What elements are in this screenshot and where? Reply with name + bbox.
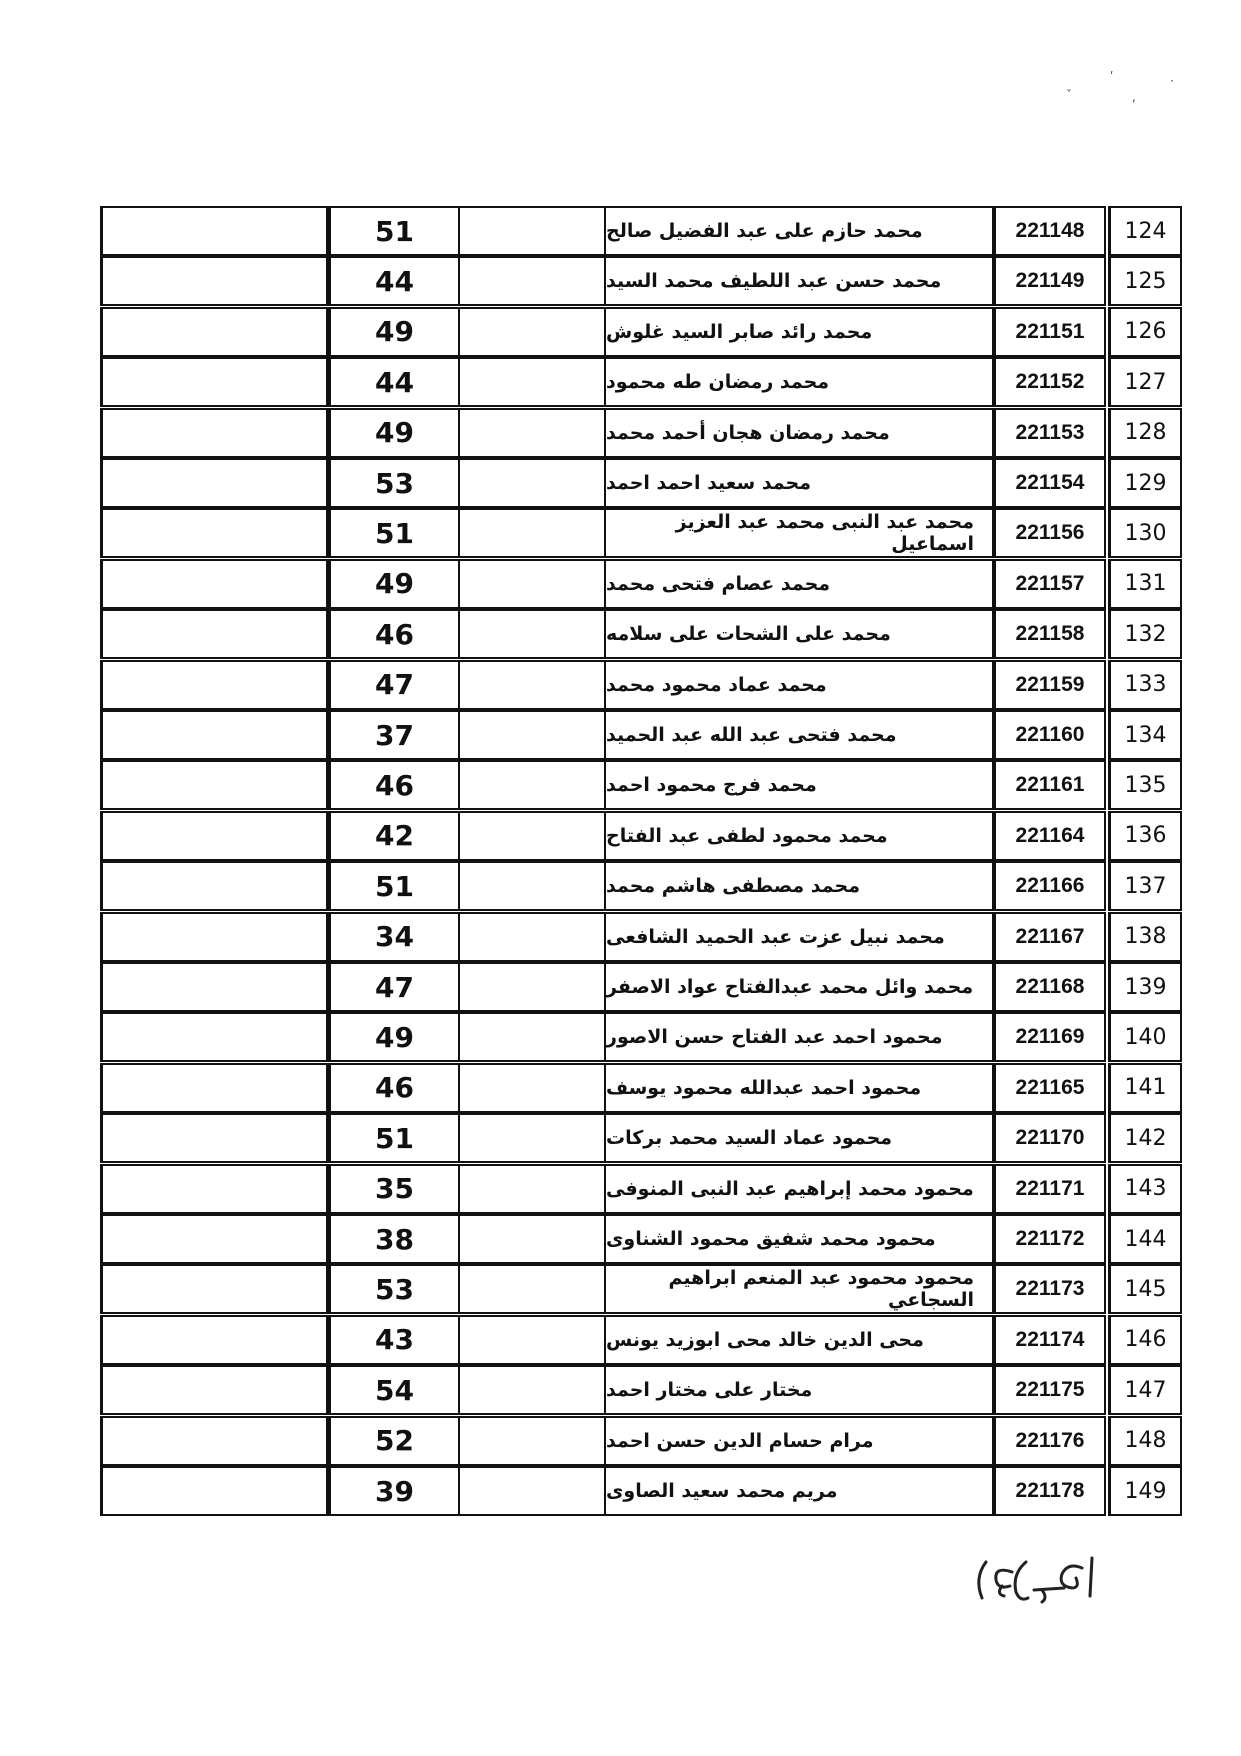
- spacer-cell: [460, 458, 604, 508]
- empty-cell: [100, 1063, 328, 1113]
- empty-cell: [100, 912, 328, 962]
- table-row: [0, 357, 1241, 407]
- student-name-cell: [604, 559, 994, 609]
- row-index-cell-text: 135: [1124, 772, 1167, 798]
- score-cell: [328, 256, 460, 306]
- student-code-cell-text: 221156: [1015, 521, 1085, 545]
- row-index-cell: [1108, 609, 1182, 659]
- student-code-cell-text: 221158: [1015, 622, 1085, 646]
- table-row: [0, 408, 1241, 458]
- score-cell: [328, 1214, 460, 1264]
- score-cell: [328, 962, 460, 1012]
- student-name-cell-text: محمد عماد محمود محمد: [606, 673, 827, 696]
- spacer-cell: [460, 559, 604, 609]
- student-code-cell: [994, 1113, 1106, 1163]
- row-index-cell: [1108, 1164, 1182, 1214]
- table-row: [0, 1315, 1241, 1365]
- student-code-cell-text: 221168: [1015, 975, 1085, 998]
- score-cell: [328, 1466, 460, 1516]
- score-cell-text: 42: [375, 819, 414, 853]
- score-cell: [328, 1012, 460, 1062]
- row-index-cell-text: 133: [1124, 672, 1167, 698]
- handwritten-signature: [972, 1548, 1102, 1608]
- student-code-cell: [994, 508, 1106, 558]
- student-code-cell-text: 221178: [1015, 1479, 1085, 1502]
- table-row: [0, 912, 1241, 962]
- row-index-cell: [1108, 307, 1182, 357]
- student-code-cell: [994, 307, 1106, 357]
- spacer-cell: [460, 408, 604, 458]
- row-index-cell: [1108, 1012, 1182, 1062]
- score-cell-text: 47: [375, 668, 414, 702]
- row-index-cell: [1108, 458, 1182, 508]
- score-cell: [328, 206, 460, 256]
- row-index-cell-text: 128: [1124, 420, 1167, 446]
- row-index-cell: [1108, 408, 1182, 458]
- score-cell: [328, 1113, 460, 1163]
- score-cell-text: 49: [375, 416, 414, 450]
- student-code-cell: [994, 1164, 1106, 1214]
- score-cell: [328, 609, 460, 659]
- student-code-cell-text: 221175: [1015, 1378, 1085, 1402]
- row-index-cell-text: 132: [1124, 621, 1167, 647]
- table-row: [0, 1113, 1241, 1163]
- student-code-cell-text: 221172: [1015, 1227, 1085, 1250]
- spacer-cell: [460, 811, 604, 861]
- student-name-cell-text: محمد رائد صابر السيد غلوش: [606, 320, 873, 343]
- score-cell-text: 44: [375, 264, 414, 298]
- student-code-cell-text: 221159: [1015, 672, 1085, 696]
- empty-cell: [100, 1164, 328, 1214]
- table-row: [0, 1214, 1241, 1264]
- empty-cell: [100, 760, 328, 810]
- table-row: [0, 760, 1241, 810]
- student-name-cell-text: محمد مصطفى هاشم محمد: [606, 875, 860, 898]
- row-index-cell: [1108, 962, 1182, 1012]
- table-row: [0, 710, 1241, 760]
- table-row: [0, 508, 1241, 558]
- empty-cell: [100, 1113, 328, 1163]
- student-code-cell-text: 221151: [1015, 319, 1085, 343]
- student-code-cell: [994, 912, 1106, 962]
- student-name-cell-text: محمد حسن عبد اللطيف محمد السيد: [606, 270, 942, 293]
- empty-cell: [100, 206, 328, 256]
- score-cell-text: 51: [375, 869, 414, 903]
- row-index-cell-text: 138: [1124, 924, 1167, 950]
- student-name-cell: [604, 357, 994, 407]
- student-code-cell: [994, 256, 1106, 306]
- row-index-cell: [1108, 559, 1182, 609]
- student-code-cell: [994, 408, 1106, 458]
- student-name-cell: [604, 1164, 994, 1214]
- spacer-cell: [460, 1264, 604, 1314]
- row-index-cell: [1108, 710, 1182, 760]
- spacer-cell: [460, 1365, 604, 1415]
- student-name-cell: [604, 760, 994, 810]
- score-cell-text: 53: [375, 466, 414, 500]
- empty-cell: [100, 1264, 328, 1314]
- student-name-cell-text: محمد محمود لطفى عبد الفتاح: [606, 824, 888, 847]
- empty-cell: [100, 710, 328, 760]
- row-index-cell-text: 134: [1124, 722, 1167, 748]
- student-name-cell: [604, 408, 994, 458]
- row-index-cell: [1108, 660, 1182, 710]
- empty-cell: [100, 811, 328, 861]
- student-name-cell: [604, 256, 994, 306]
- student-name-cell-text: محمد عصام فتحى محمد: [606, 572, 831, 595]
- row-index-cell: [1108, 1264, 1182, 1314]
- student-name-cell: [604, 1113, 994, 1163]
- empty-cell: [100, 609, 328, 659]
- score-cell: [328, 861, 460, 911]
- row-index-cell: [1108, 1365, 1182, 1415]
- empty-cell: [100, 307, 328, 357]
- student-name-cell: [604, 307, 994, 357]
- student-name-cell-text: محمود محمد شفيق محمود الشناوى: [606, 1228, 936, 1250]
- empty-cell: [100, 861, 328, 911]
- student-name-cell: [604, 660, 994, 710]
- student-name-cell-text: محمود عماد السيد محمد بركات: [606, 1127, 893, 1150]
- row-index-cell-text: 148: [1124, 1428, 1167, 1454]
- spacer-cell: [460, 912, 604, 962]
- score-cell-text: 49: [375, 315, 414, 349]
- student-name-cell: [604, 1214, 994, 1264]
- student-name-cell: [604, 458, 994, 508]
- spacer-cell: [460, 1063, 604, 1113]
- student-name-cell-text: مريم محمد سعيد الصاوى: [606, 1480, 838, 1502]
- spacer-cell: [460, 962, 604, 1012]
- row-index-cell-text: 136: [1124, 823, 1167, 849]
- row-index-cell: [1108, 811, 1182, 861]
- score-cell: [328, 1315, 460, 1365]
- score-cell-text: 51: [375, 516, 414, 550]
- student-name-cell: [604, 508, 994, 558]
- student-name-cell-text: محمد حازم على عبد الفضيل صالح: [606, 220, 923, 242]
- student-code-cell: [994, 1466, 1106, 1516]
- row-index-cell-text: 146: [1124, 1327, 1167, 1353]
- student-code-cell: [994, 559, 1106, 609]
- row-index-cell: [1108, 1466, 1182, 1516]
- score-cell: [328, 559, 460, 609]
- student-name-cell: [604, 609, 994, 659]
- student-code-cell: [994, 206, 1106, 256]
- row-index-cell: [1108, 861, 1182, 911]
- table-row: [0, 1365, 1241, 1415]
- student-code-cell: [994, 609, 1106, 659]
- row-index-cell-text: 141: [1124, 1075, 1167, 1101]
- row-index-cell: [1108, 1113, 1182, 1163]
- spacer-cell: [460, 1214, 604, 1264]
- score-cell-text: 46: [375, 1071, 414, 1105]
- student-name-cell: [604, 1466, 994, 1516]
- table-row: [0, 811, 1241, 861]
- row-index-cell: [1108, 1063, 1182, 1113]
- score-cell: [328, 912, 460, 962]
- student-code-cell: [994, 458, 1106, 508]
- table-row: [0, 256, 1241, 306]
- empty-cell: [100, 256, 328, 306]
- empty-cell: [100, 660, 328, 710]
- student-name-cell: [604, 962, 994, 1012]
- student-code-cell-text: 221164: [1015, 823, 1085, 847]
- student-code-cell-text: 221171: [1015, 1176, 1085, 1200]
- student-code-cell-text: 221161: [1015, 773, 1085, 797]
- student-code-cell: [994, 710, 1106, 760]
- table-row: [0, 1416, 1241, 1466]
- score-cell: [328, 458, 460, 508]
- table-row: [0, 861, 1241, 911]
- score-cell-text: 34: [375, 920, 414, 954]
- spacer-cell: [460, 1113, 604, 1163]
- student-name-cell-text: محمد فرج محمود احمد: [606, 774, 817, 797]
- student-name-cell-text: محمود احمد عبدالله محمود يوسف: [606, 1076, 922, 1099]
- spacer-cell: [460, 660, 604, 710]
- student-name-cell-text: محمد رمضان طه محمود: [606, 371, 830, 394]
- student-name-cell-text: مرام حسام الدين حسن احمد: [606, 1429, 874, 1452]
- student-name-cell-text: محمد سعيد احمد احمد: [606, 472, 811, 494]
- empty-cell: [100, 408, 328, 458]
- student-code-cell: [994, 357, 1106, 407]
- student-code-cell-text: 221154: [1015, 471, 1085, 494]
- scan-specks: ʹ · ˇ ,: [1066, 70, 1174, 104]
- student-code-cell-text: 221169: [1015, 1025, 1085, 1049]
- table-row: [0, 206, 1241, 256]
- table-row: [0, 660, 1241, 710]
- score-cell-text: 46: [375, 617, 414, 651]
- spacer-cell: [460, 861, 604, 911]
- score-cell-text: 53: [375, 1272, 414, 1306]
- row-index-cell-text: 149: [1124, 1478, 1167, 1504]
- table-row: [0, 609, 1241, 659]
- student-name-cell-text: محمود محمود عبد المنعم ابراهيم السجاعي: [668, 1267, 974, 1312]
- score-cell-text: 43: [375, 1323, 414, 1357]
- student-name-cell: [604, 1365, 994, 1415]
- student-code-cell: [994, 1315, 1106, 1365]
- student-code-cell: [994, 1365, 1106, 1415]
- student-name-cell: [604, 1315, 994, 1365]
- student-code-cell-text: 221149: [1015, 269, 1085, 293]
- student-name-cell-text: محمد عبد النبى محمد عبد العزيز اسماعيل: [675, 511, 974, 556]
- row-index-cell: [1108, 508, 1182, 558]
- spacer-cell: [460, 357, 604, 407]
- student-name-cell-text: محمد فتحى عبد الله عبد الحميد: [606, 724, 897, 746]
- student-name-cell: [604, 1012, 994, 1062]
- spacer-cell: [460, 1315, 604, 1365]
- row-index-cell-text: 145: [1124, 1276, 1167, 1302]
- student-code-cell: [994, 811, 1106, 861]
- row-index-cell-text: 130: [1124, 520, 1167, 546]
- table-row: [0, 1466, 1241, 1516]
- score-cell: [328, 660, 460, 710]
- empty-cell: [100, 1466, 328, 1516]
- empty-cell: [100, 458, 328, 508]
- student-code-cell-text: 221173: [1015, 1277, 1085, 1301]
- score-cell: [328, 1164, 460, 1214]
- student-code-cell-text: 221176: [1015, 1428, 1085, 1452]
- empty-cell: [100, 508, 328, 558]
- student-code-cell: [994, 962, 1106, 1012]
- student-name-cell: [604, 710, 994, 760]
- row-index-cell-text: 147: [1124, 1377, 1167, 1403]
- student-code-cell-text: 221153: [1015, 420, 1085, 444]
- student-code-cell: [994, 760, 1106, 810]
- spacer-cell: [460, 508, 604, 558]
- empty-cell: [100, 1416, 328, 1466]
- student-name-cell-text: مختار على مختار احمد: [606, 1379, 813, 1402]
- empty-cell: [100, 559, 328, 609]
- score-cell-text: 49: [375, 567, 414, 601]
- score-cell: [328, 508, 460, 558]
- score-cell-text: 51: [375, 1121, 414, 1155]
- spacer-cell: [460, 1012, 604, 1062]
- student-name-cell-text: محمود احمد عبد الفتاح حسن الاصور: [606, 1026, 943, 1049]
- student-name-cell-text: محى الدين خالد محى ابوزيد يونس: [606, 1328, 924, 1351]
- row-index-cell: [1108, 206, 1182, 256]
- score-cell-text: 39: [375, 1474, 414, 1508]
- student-name-cell: [604, 861, 994, 911]
- row-index-cell: [1108, 357, 1182, 407]
- empty-cell: [100, 1315, 328, 1365]
- spacer-cell: [460, 710, 604, 760]
- table-row: [0, 1063, 1241, 1113]
- row-index-cell-text: 143: [1124, 1176, 1167, 1202]
- spacer-cell: [460, 307, 604, 357]
- row-index-cell-text: 124: [1124, 218, 1167, 244]
- score-cell-text: 54: [375, 1373, 414, 1407]
- student-name-cell: [604, 811, 994, 861]
- row-index-cell-text: 126: [1124, 319, 1167, 345]
- score-cell-text: 37: [375, 718, 414, 752]
- empty-cell: [100, 1012, 328, 1062]
- score-cell: [328, 1264, 460, 1314]
- student-name-cell-text: محمد على الشحات على سلامه: [606, 623, 891, 646]
- score-cell: [328, 1416, 460, 1466]
- student-code-cell-text: 221166: [1015, 874, 1085, 898]
- student-name-cell-text: محمد رمضان هجان أحمد محمد: [606, 421, 890, 444]
- score-cell: [328, 307, 460, 357]
- spacer-cell: [460, 1466, 604, 1516]
- row-index-cell-text: 144: [1124, 1226, 1167, 1252]
- row-index-cell-text: 129: [1124, 470, 1167, 496]
- row-index-cell-text: 127: [1124, 369, 1167, 395]
- spacer-cell: [460, 760, 604, 810]
- table-row: [0, 458, 1241, 508]
- row-index-cell: [1108, 1416, 1182, 1466]
- score-cell: [328, 357, 460, 407]
- row-index-cell: [1108, 256, 1182, 306]
- score-cell-text: 52: [375, 1424, 414, 1458]
- score-cell: [328, 1365, 460, 1415]
- student-name-cell: [604, 206, 994, 256]
- student-name-cell: [604, 1063, 994, 1113]
- score-cell-text: 49: [375, 1020, 414, 1054]
- score-cell: [328, 408, 460, 458]
- row-index-cell-text: 125: [1124, 268, 1167, 294]
- row-index-cell: [1108, 912, 1182, 962]
- student-code-cell: [994, 660, 1106, 710]
- row-index-cell: [1108, 1214, 1182, 1264]
- empty-cell: [100, 1365, 328, 1415]
- student-name-cell: [604, 1264, 994, 1314]
- student-name-cell: [604, 912, 994, 962]
- spacer-cell: [460, 1416, 604, 1466]
- table-row: [0, 559, 1241, 609]
- row-index-cell: [1108, 760, 1182, 810]
- row-index-cell-text: 137: [1124, 873, 1167, 899]
- student-code-cell-text: 221170: [1015, 1126, 1085, 1150]
- score-cell: [328, 710, 460, 760]
- table-row: [0, 1164, 1241, 1214]
- score-cell-text: 44: [375, 365, 414, 399]
- student-name-cell-text: محمود محمد إبراهيم عبد النبى المنوفى: [606, 1177, 974, 1200]
- score-cell-text: 46: [375, 768, 414, 802]
- score-cell-text: 38: [375, 1222, 414, 1256]
- student-code-cell: [994, 1012, 1106, 1062]
- student-name-cell-text: محمد نبيل عزت عبد الحميد الشافعى: [606, 925, 945, 948]
- score-cell: [328, 1063, 460, 1113]
- student-code-cell-text: 221152: [1015, 370, 1085, 394]
- empty-cell: [100, 962, 328, 1012]
- row-index-cell-text: 140: [1124, 1024, 1167, 1050]
- table-row: [0, 1264, 1241, 1314]
- spacer-cell: [460, 609, 604, 659]
- student-code-cell: [994, 1063, 1106, 1113]
- score-cell-text: 35: [375, 1172, 414, 1206]
- student-code-cell-text: 221167: [1015, 924, 1085, 948]
- student-code-cell: [994, 1264, 1106, 1314]
- empty-cell: [100, 1214, 328, 1264]
- spacer-cell: [460, 206, 604, 256]
- student-code-cell-text: 221174: [1015, 1327, 1085, 1351]
- student-name-cell-text: محمد وائل محمد عبدالفتاح عواد الاصفر: [606, 976, 974, 998]
- row-index-cell-text: 139: [1124, 974, 1167, 1000]
- score-cell: [328, 811, 460, 861]
- spacer-cell: [460, 256, 604, 306]
- spacer-cell: [460, 1164, 604, 1214]
- table-row: [0, 307, 1241, 357]
- empty-cell: [100, 357, 328, 407]
- row-index-cell-text: 142: [1124, 1125, 1167, 1151]
- row-index-cell-text: 131: [1124, 571, 1167, 597]
- student-name-cell: [604, 1416, 994, 1466]
- table-row: [0, 962, 1241, 1012]
- score-cell: [328, 760, 460, 810]
- student-code-cell-text: 221160: [1015, 723, 1085, 746]
- student-code-cell: [994, 861, 1106, 911]
- student-code-cell-text: 221157: [1015, 571, 1085, 595]
- student-code-cell: [994, 1416, 1106, 1466]
- student-code-cell-text: 221148: [1015, 219, 1085, 242]
- row-index-cell: [1108, 1315, 1182, 1365]
- student-code-cell-text: 221165: [1015, 1075, 1085, 1099]
- score-cell-text: 51: [375, 214, 414, 248]
- score-cell-text: 47: [375, 970, 414, 1004]
- table-row: [0, 1012, 1241, 1062]
- student-code-cell: [994, 1214, 1106, 1264]
